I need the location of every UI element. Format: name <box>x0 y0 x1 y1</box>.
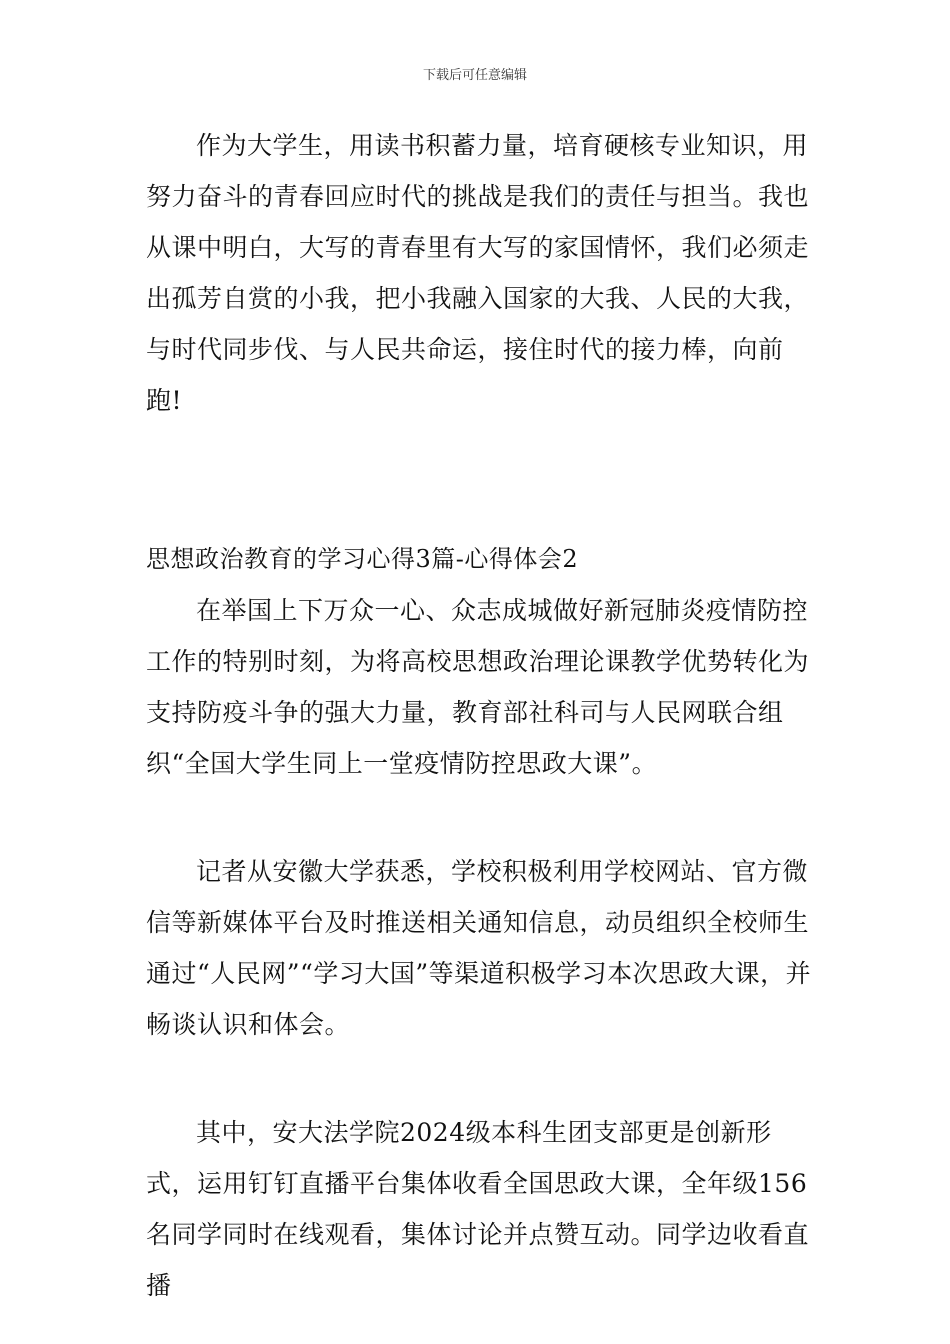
paragraph-4: 其中，安大法学院2024级本科生团支部更是创新形式，运用钉钉直播平台集体收看全国思政大课，全年级156名同学同时在线观看，集体讨论并点赞互动。同学边收看直播 <box>146 1118 810 1300</box>
paragraph-3: 记者从安徽大学获悉，学校积极利用学校网站、官方微信等新媒体平台及时推送相关通知信息，动员组织全校师生通过“人民网”“学习大国”等渠道积极学习本次思政大课，并畅谈认识和体会。 <box>146 857 812 1039</box>
page-header: 下载后可任意编辑 <box>422 68 527 83</box>
spacer <box>146 426 816 534</box>
paragraph-2: 在举国上下万众一心、众志成城做好新冠肺炎疫情防控工作的特别时刻，为将高校思想政治理论课教学优势转化为支持防疫斗争的强大力量，教育部社科司与人民网联合组织“全国大学生同上一堂疫情防控思政大课”。 <box>146 596 810 778</box>
document-body <box>146 120 816 1311</box>
section-title: 思想政治教育的学习心得3篇-心得体会2 <box>146 545 579 573</box>
paragraph-1: 作为大学生，用读书积蓄力量，培育硬核专业知识，用努力奋斗的青春回应时代的挑战是我们的责任与担当。我也从课中明白，大写的青春里有大写的家国情怀，我们必须走出孤芳自赏的小我，把小我融入国家的大我、人民的大我，与时代同步伐、与人民共命运，接住时代的接力棒，向前跑! <box>146 131 810 415</box>
spacer <box>146 789 816 846</box>
spacer <box>146 1050 816 1107</box>
